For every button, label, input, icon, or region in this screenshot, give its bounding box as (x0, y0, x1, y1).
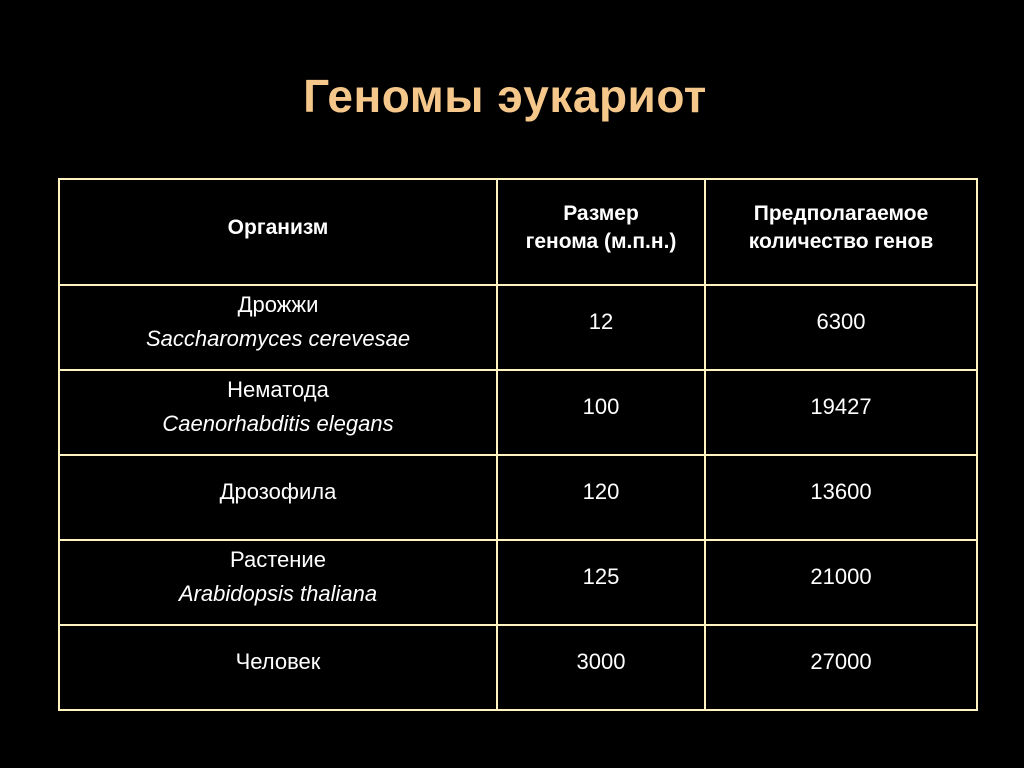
organism-common-name: Человек (235, 648, 321, 674)
organism-common-name: Дрозофила (219, 478, 337, 504)
table-header-row (59, 179, 977, 285)
table-row (59, 455, 977, 540)
organism-latin-name: Caenorhabditis elegans (162, 410, 394, 436)
table-row (59, 625, 977, 710)
gene-count-value: 6300 (816, 308, 866, 334)
header-organism (59, 179, 497, 285)
gene-count-cell (705, 540, 977, 625)
genome-size-value: 125 (582, 563, 620, 589)
header-genome-size (497, 179, 705, 285)
genome-size-cell (497, 540, 705, 625)
organism-cell (59, 370, 497, 455)
organism-cell (59, 455, 497, 540)
organism-common-name: Дрожжи (237, 291, 319, 317)
gene-count-value: 19427 (810, 393, 872, 419)
header-genome-size-line1: Размер (563, 202, 639, 225)
genome-size-value: 3000 (576, 648, 626, 674)
header-gene-count-line2: количество генов (748, 230, 934, 253)
header-gene-count-line1: Предполагаемое (753, 202, 929, 225)
genome-size-cell (497, 455, 705, 540)
genome-size-cell (497, 370, 705, 455)
header-organism-label: Организм (227, 216, 329, 239)
gene-count-cell (705, 455, 977, 540)
table-row (59, 540, 977, 625)
genome-size-value: 120 (582, 478, 620, 504)
table-row (59, 370, 977, 455)
gene-count-value: 21000 (810, 563, 872, 589)
organism-cell (59, 625, 497, 710)
gene-count-value: 13600 (810, 478, 872, 504)
organism-latin-name: Saccharomyces cerevesae (145, 325, 411, 351)
table-row (59, 285, 977, 370)
header-gene-count (705, 179, 977, 285)
gene-count-cell (705, 625, 977, 710)
organism-common-name: Нематода (227, 376, 329, 402)
organism-cell (59, 540, 497, 625)
genome-table (58, 178, 978, 711)
organism-cell (59, 285, 497, 370)
genome-size-cell (497, 625, 705, 710)
genome-size-value: 12 (588, 308, 614, 334)
header-genome-size-line2: генома (м.п.н.) (525, 230, 677, 253)
gene-count-value: 27000 (810, 648, 872, 674)
gene-count-cell (705, 285, 977, 370)
genome-size-cell (497, 285, 705, 370)
page-title: Геномы эукариот (303, 70, 707, 122)
genome-size-value: 100 (582, 393, 620, 419)
gene-count-cell (705, 370, 977, 455)
organism-common-name: Растение (230, 546, 326, 572)
organism-latin-name: Arabidopsis thaliana (178, 580, 378, 606)
